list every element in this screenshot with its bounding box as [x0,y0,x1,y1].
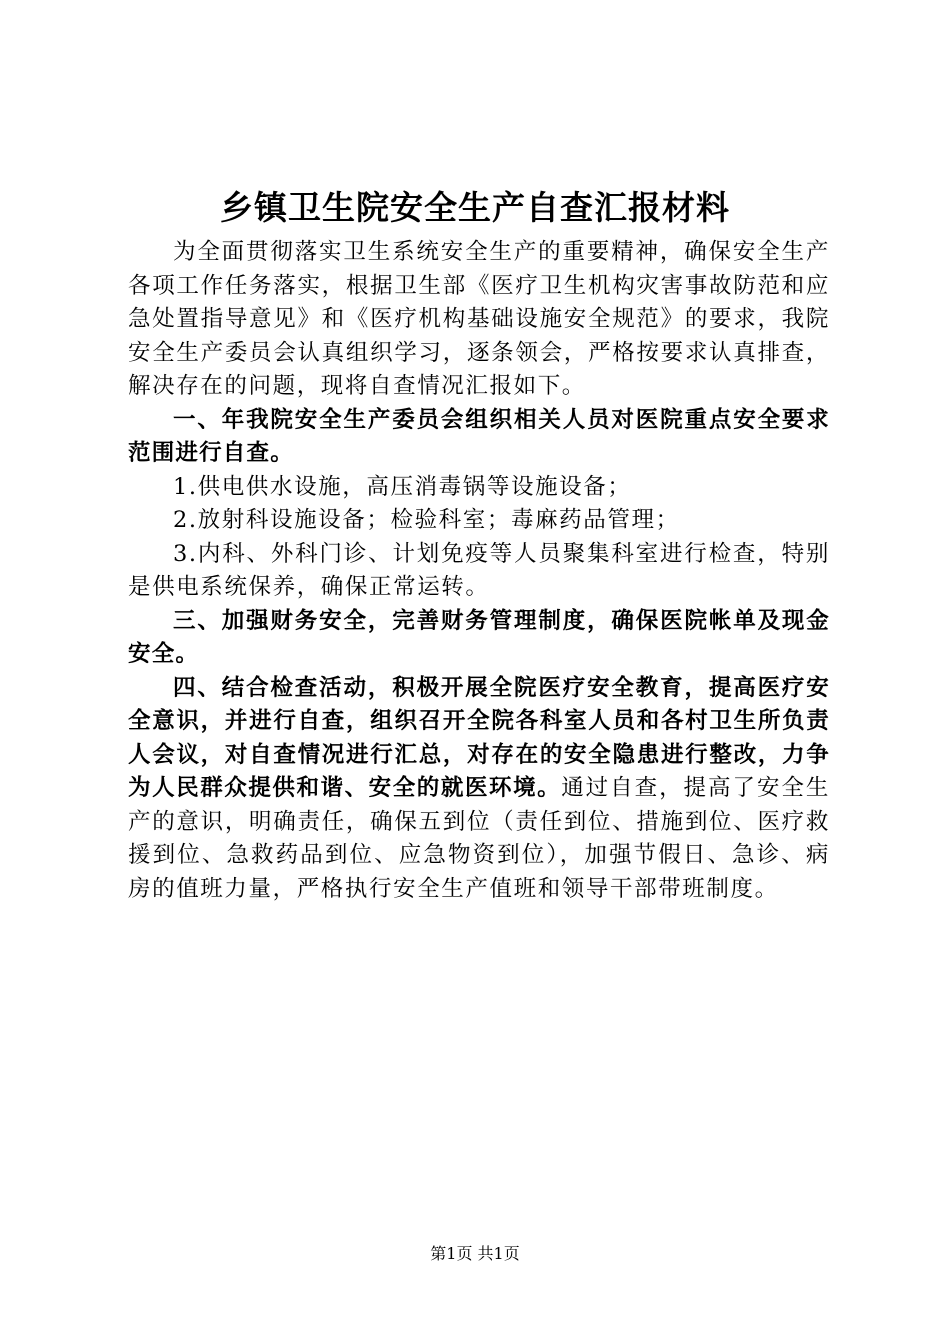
section-four-paragraph [128,672,830,907]
section-one-heading: 一、年我院安全生产委员会组织相关人员对医院重点安全要求范围进行自查。 [128,406,830,466]
list-item-2: 2.放射科设施设备；检验科室；毒麻药品管理； [173,507,680,533]
page-footer: 第1页 共1页 [430,1244,520,1263]
section-four-bold-text: 四、结合检查活动，积极开展全院医疗安全教育，提高医疗安全意识，并进行自查，组织召开全院各科室人员和各村卫生所负责人会议，对自查情况进行汇总，对存在的安全隐患进行整改，力争为人民群众提供和谐、安全的就医环境。 [128,674,830,801]
section-four-normal-text: 通过自查，提高了安全生产的意识，明确责任，确保五到位（责任到位、措施到位、医疗救援到位、急救药品到位、应急物资到位），加强节假日、急诊、病房的值班力量，严格执行安全生产值班和领导干部带班制度。 [128,775,830,902]
document-body [128,236,830,906]
list-item-1: 1.供电供水设施，高压消毒锅等设施设备； [173,473,632,500]
list-item-3: 3.内科、外科门诊、计划免疫等人员聚集科室进行检查，特别是供电系统保养，确保正常运转。 [128,540,830,600]
section-three-heading: 三、加强财务安全，完善财务管理制度，确保医院帐单及现金安全。 [128,607,830,667]
intro-paragraph: 为全面贯彻落实卫生系统安全生产的重要精神，确保安全生产各项工作任务落实，根据卫生部《医疗卫生机构灾害事故防范和应急处置指导意见》和《医疗机构基础设施安全规范》的要求，我院安全生产委员会认真组织学习，逐条领会，严格按要求认真排查，解决存在的问题，现将自查情况汇报如下。 [128,239,830,399]
document-title: 乡镇卫生院安全生产自查汇报材料 [220,188,730,227]
